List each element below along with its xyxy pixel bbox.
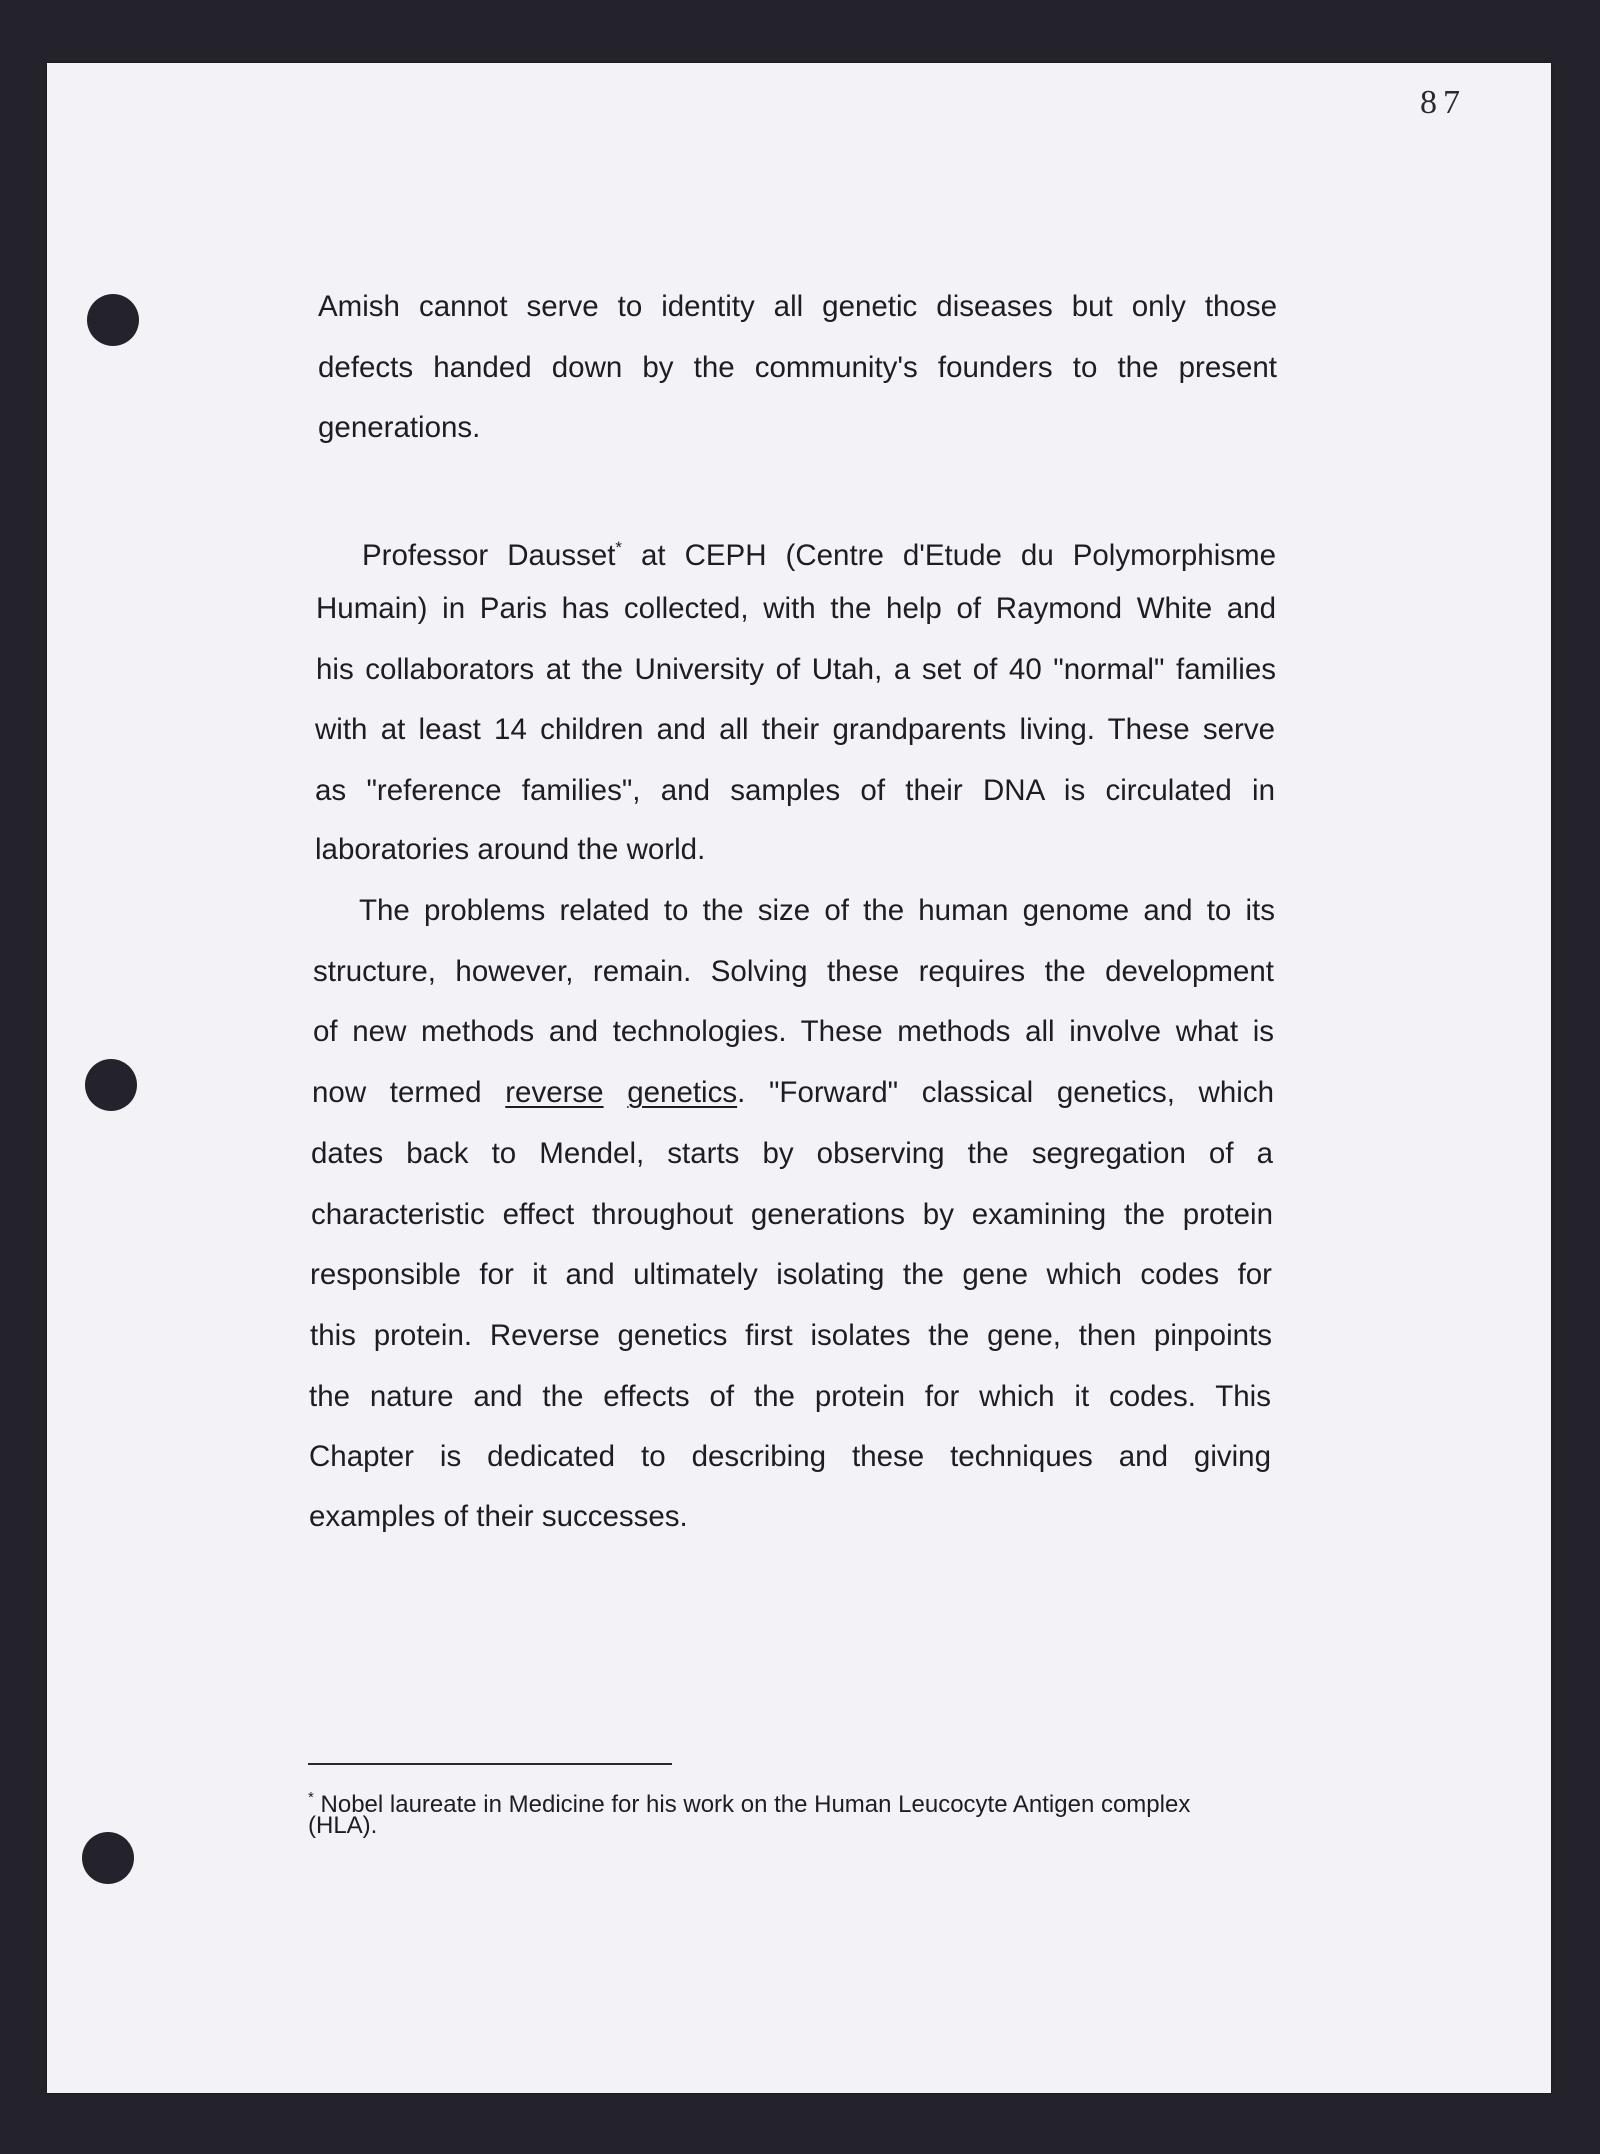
text-line: with at least 14 children and all their grandparents living. These serve	[315, 713, 1275, 746]
punch-hole-middle	[85, 1059, 137, 1111]
footnote-line	[308, 1784, 1190, 1819]
text-line	[312, 1073, 1274, 1113]
text-line: generations.	[318, 411, 481, 444]
underlined-term: reverse	[505, 1076, 604, 1109]
text-line: this protein. Reverse genetics first isolates the gene, then pinpoints	[310, 1319, 1272, 1352]
text-line: dates back to Mendel, starts by observing the segregation of a	[311, 1137, 1273, 1170]
text-line: defects handed down by the community's founders to the present	[318, 351, 1277, 384]
text-line	[362, 528, 1276, 572]
text-line: his collaborators at the University of Utah, a set of 40 "normal" families	[316, 653, 1276, 686]
text-line: examples of their successes.	[309, 1500, 688, 1533]
text-segment: Professor Dausset	[362, 539, 616, 572]
text-line: as "reference families", and samples of their DNA is circulated in	[315, 774, 1275, 807]
footnote-text: Nobel laureate in Medicine for his work on the Human Leucocyte Antigen complex	[320, 1791, 1191, 1818]
footnote-separator	[308, 1763, 672, 1765]
text-line: The problems related to the size of the human genome and to its	[359, 894, 1275, 927]
underlined-term: genetics	[627, 1076, 738, 1109]
text-line: Amish cannot serve to identity all genetic diseases but only those	[318, 290, 1277, 323]
text-line: structure, however, remain. Solving these requires the development	[313, 955, 1274, 988]
text-segment: . "Forward" classical genetics, which	[737, 1076, 1274, 1109]
text-line: Humain) in Paris has collected, with the help of Raymond White and	[316, 592, 1276, 625]
footnote-marker: *	[308, 1789, 314, 1806]
text-line: responsible for it and ultimately isolating the gene which codes for	[310, 1258, 1272, 1291]
punch-hole-bottom	[82, 1832, 134, 1884]
text-line: the nature and the effects of the protein for which it codes. This	[309, 1380, 1271, 1413]
page-number: 87	[1420, 84, 1466, 121]
footnote-marker: *	[615, 538, 623, 557]
text-line: Chapter is dedicated to describing these techniques and giving	[309, 1440, 1271, 1473]
text-line: characteristic effect throughout generations by examining the protein	[311, 1198, 1273, 1231]
text-segment: at CEPH (Centre d'Etude du Polymorphisme	[641, 539, 1276, 572]
text-line: of new methods and technologies. These methods all involve what is	[313, 1015, 1274, 1048]
text-segment: now termed	[312, 1076, 482, 1109]
footnote-line: (HLA).	[308, 1812, 378, 1839]
punch-hole-top	[87, 294, 139, 346]
text-line: laboratories around the world.	[315, 833, 706, 866]
